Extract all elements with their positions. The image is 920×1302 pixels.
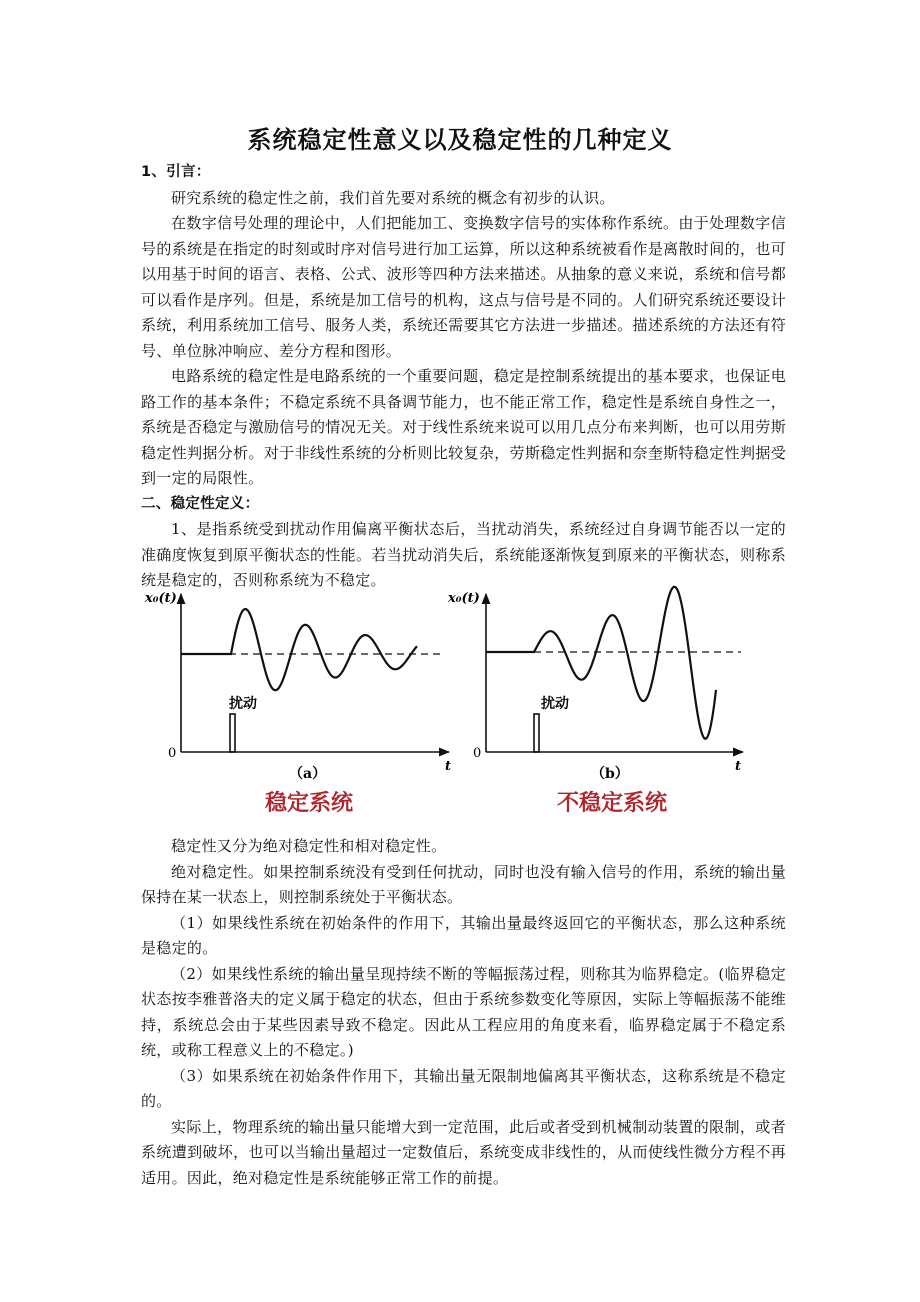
paragraph: 实际上，物理系统的输出量只能增大到一定范围，此后或者受到机械制动装置的限制，或者系统遭到破坏，也可以当输出量超过一定数值后，系统变成非线性的，从而使线性微分方程不再适用。因此，绝对稳定性是系统能够正常工作的前提。 (141, 1117, 786, 1187)
origin-label: 0 (168, 746, 177, 761)
disturbance-label: 扰动 (541, 696, 569, 712)
response-curve-decaying (181, 609, 417, 690)
paragraph: （1）如果线性系统在初始条件的作用下，其输出量最终返回它的平衡状态，那么这种系统是稳定的。 (141, 913, 786, 957)
panel-title-stable: 稳定系统 (265, 791, 354, 816)
paragraph: 研究系统的稳定性之前，我们首先要对系统的概念有初步的认识。 (171, 188, 615, 207)
document-title: 系统稳定性意义以及稳定性的几种定义 (247, 126, 673, 154)
y-axis-label: x₀(t) (448, 591, 480, 606)
paragraph: 绝对稳定性。如果控制系统没有受到任何扰动，同时也没有输入信号的作用，系统的输出量保持在某一状态上，则控制系统处于平衡状态。 (141, 862, 786, 906)
paragraph: 稳定性又分为绝对稳定性和相对稳定性。 (171, 837, 447, 855)
disturbance-pulse (534, 714, 539, 752)
paragraph: 电路系统的稳定性是电路系统的一个重要问题，稳定是控制系统提出的基本要求，也保证电路工作的基本条件；不稳定系统不具备调节能力，也不能正常工作，稳定性是系统自身性之一，系统是否稳定与激励信号的情况无关。对于线性系统来说可以用几点分布来判断，也可以用劳斯稳定性判据分析。对于非线性系统的分析则比较复杂，劳斯稳定性判据和奈奎斯特稳定性判据受到一定的局限性。 (141, 367, 786, 487)
panel-stable (144, 591, 451, 816)
section-intro (141, 160, 786, 594)
section-absolute-stability (141, 834, 786, 1191)
section-heading: 二、稳定性定义： (141, 495, 260, 512)
paragraph: （2）如果线性系统的输出量呈现持续不断的等幅振荡过程，则称其为临界稳定。(临界稳定状态按李雅普洛夫的定义属于稳定的状态，但由于系统参数变化等原因，实际上等幅振荡不能维持，系统总会由于某些因素导致不稳定。因此从工程应用的角度来看，临界稳定属于不稳定系统，或称工程意义上的不稳定。) (141, 964, 786, 1059)
panel-caption: （b） (591, 766, 629, 782)
origin-label: 0 (473, 746, 482, 761)
response-curve-growing (486, 587, 716, 739)
stability-diagram (141, 580, 781, 830)
section-heading: 1、引言： (141, 164, 211, 180)
y-axis-label: x₀(t) (145, 591, 177, 606)
panel-caption: （a） (289, 766, 327, 782)
disturbance-label: 扰动 (229, 696, 257, 712)
disturbance-pulse (230, 714, 235, 752)
stability-figure (141, 580, 781, 830)
panel-unstable (447, 587, 743, 816)
paragraph: 在数字信号处理的理论中，人们把能加工、变换数字信号的实体称作系统。由于处理数字信号的系统是在指定的时刻或时序对信号进行加工运算，所以这种系统被看作是离散时间的，也可以用基于时间的语言、表格、公式、波形等四种方法来描述。从抽象的意义来说，系统和信号都可以看作是序列。但是，系统是加工信号的机构，这点与信号是不同的。人们研究系统还要设计系统，利用系统加工信号、服务人类，系统还需要其它方法进一步描述。描述系统的方法还有符号、单位脉冲响应、差分方程和图形。 (141, 214, 786, 360)
panel-title-unstable: 不稳定系统 (557, 791, 668, 816)
x-axis-label: t (445, 759, 452, 774)
x-axis-label: t (735, 759, 742, 774)
paragraph: （3）如果系统在初始条件作用下，其输出量无限制地偏离其平衡状态，这称系统是不稳定的。 (141, 1066, 786, 1110)
paragraph: 1、是指系统受到扰动作用偏离平衡状态后，当扰动消失，系统经过自身调节能否以一定的准确度恢复到原平衡状态的性能。若当扰动消失后，系统能逐渐恢复到原来的平衡状态，则称系统是稳定的，否则称系统为不稳定。 (141, 520, 786, 589)
